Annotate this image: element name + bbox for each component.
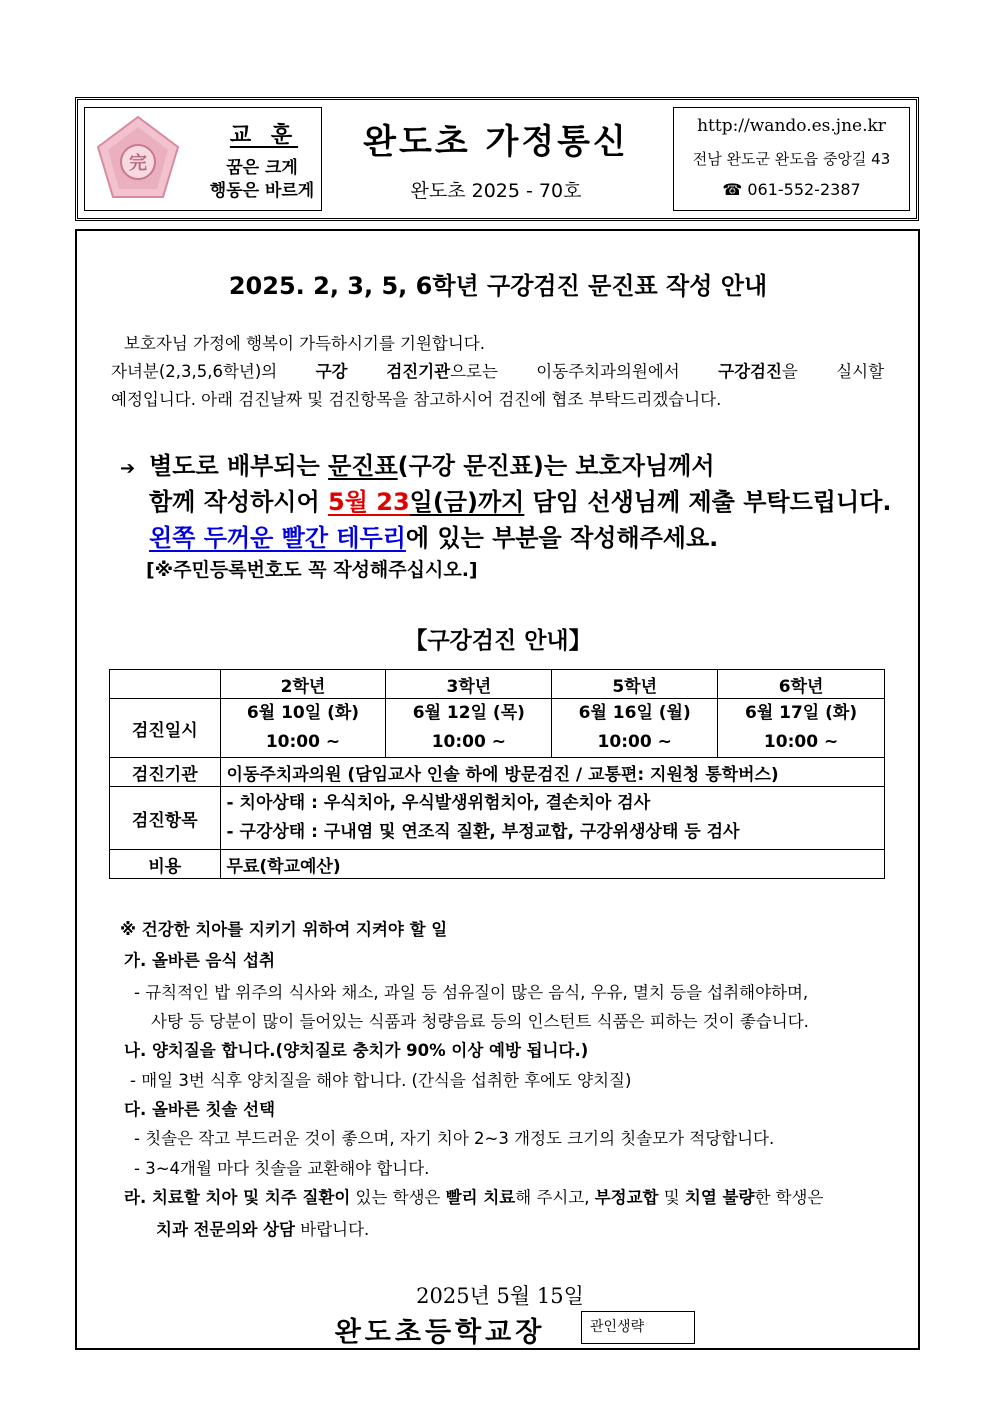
tip-ra-text: 있는 학생은 (350, 1188, 446, 1207)
notice-heading: 2025. 2, 3, 5, 6학년 구강검진 문진표 작성 안내 (228, 272, 768, 300)
principal-name: 완도초등학교장 (334, 1317, 546, 1348)
motto-title: 교 훈 (229, 123, 299, 148)
table-cell (110, 670, 221, 699)
notice-text: 으로는 이동주치과의원에서 (450, 362, 680, 381)
deadline-date: 5월 23 (328, 488, 410, 516)
emphasis-line-2 (149, 482, 891, 517)
emphasis-questionnaire: 문진표 (328, 452, 398, 480)
tip-ra-text: 해 주시고, (515, 1188, 595, 1207)
exam-time: 10:00 ~ (265, 732, 341, 752)
table-row (110, 850, 885, 879)
tip-heading-ga: 가. 올바른 음식 섭취 (124, 951, 276, 970)
exam-date: 6월 10일 (화) (246, 703, 360, 723)
exam-item: - 치아상태 : 우식치아, 우식발생위험치아, 결손치아 검사 (226, 793, 651, 813)
notice-text: 자녀분(2,3,5,6학년)의 (111, 362, 278, 381)
exam-date: 6월 17일 (화) (744, 703, 858, 723)
issue-date: 2025년 5월 15일 (416, 1284, 584, 1308)
school-address: 전남 완도군 완도읍 중앙길 43 (692, 150, 891, 168)
emphasis-text: 담임 선생님께 (524, 488, 689, 516)
tip-ra-text: 바랍니다. (295, 1220, 370, 1239)
svg-text:完: 完 (129, 153, 147, 174)
table-row (110, 699, 885, 758)
grade-header: 3학년 (386, 670, 552, 699)
tip-heading-da: 다. 올바른 칫솔 선택 (124, 1100, 276, 1119)
notice-paragraph-line1 (111, 358, 884, 382)
exam-item: - 구강상태 : 구내염 및 연조직 질환, 부정교합, 구강위생상태 등 검사 (226, 822, 740, 842)
greeting: 보호자님 가정에 행복이 가득하시기를 기원합니다. (124, 334, 485, 353)
tips-title: ※ 건강한 치아를 지키기 위하여 지켜야 할 일 (120, 920, 448, 939)
red-border-note: 왼쪽 두꺼운 빨간 테두리 (149, 524, 406, 552)
motto-line-1: 꿈은 크게 (226, 158, 298, 178)
tip-text: - 3~4개월 마다 칫솔을 교환해야 합니다. (134, 1159, 430, 1178)
tip-ra-prefix: 라. (124, 1188, 152, 1207)
row-label: 검진기관 (110, 758, 221, 787)
exam-table (109, 669, 885, 879)
tip-ra-bold: 부정교합 (594, 1188, 659, 1207)
row-label: 검진항목 (110, 787, 221, 850)
emphasis-text: 별도로 배부되는 (149, 452, 329, 480)
newsletter-title: 완도초 가정통신 (363, 122, 629, 162)
tip-text: - 규칙적인 밥 위주의 식사와 채소, 과일 등 섬유질이 많은 음식, 우유, 멸치 등을 섭취해야하며, (134, 983, 809, 1002)
exam-date-cell (552, 699, 718, 758)
emphasis-submit: 제출 부탁드립니다. (688, 488, 892, 516)
tip-text: - 매일 3번 식후 양치질을 해야 합니다. (간식을 섭취한 후에도 양치질) (130, 1071, 632, 1090)
arrow-icon: ➔ (120, 458, 136, 479)
exam-time: 10:00 ~ (597, 732, 672, 752)
exam-date-cell (386, 699, 552, 758)
table-row (110, 670, 885, 699)
school-phone: ☎ 061-552-2387 (722, 180, 861, 199)
table-row (110, 787, 885, 850)
emphasis-text: 함께 작성하시어 (149, 488, 328, 516)
tip-heading-na: 나. 양치질을 합니다.(양치질로 충치가 90% 이상 예방 됩니다.) (124, 1041, 589, 1060)
notice-bold-org: 구강 검진기관 (315, 362, 451, 381)
tip-ra-bold: 치료할 치아 및 치주 질환이 (151, 1188, 351, 1207)
grade-header: 6학년 (718, 670, 885, 699)
notice-bold-exam: 구강검진 (718, 362, 782, 381)
tip-ra-bold: 치과 전문의와 상담 (156, 1220, 296, 1239)
exam-time: 10:00 ~ (763, 732, 839, 752)
tip-text: 사탕 등 당분이 많이 들어있는 식품과 청량음료 등의 인스턴트 식품은 피하는 것이 좋습니다. (151, 1012, 809, 1031)
exam-date-cell (220, 699, 386, 758)
row-label: 검진일시 (110, 699, 221, 758)
school-url: http://wando.es.jne.kr (697, 116, 886, 136)
table-row (110, 758, 885, 787)
exam-date: 6월 16일 (월) (578, 703, 691, 723)
issue-number: 완도초 2025 - 70호 (410, 180, 582, 202)
school-emblem-icon (92, 113, 184, 205)
exam-date: 6월 12일 (목) (412, 703, 525, 723)
grade-header: 5학년 (552, 670, 718, 699)
motto-line-2: 행동은 바르게 (209, 181, 315, 201)
deadline-day: 일(금)까지 (409, 488, 525, 516)
tip-ra-text: 한 학생은 (754, 1188, 824, 1207)
exam-org: 이동주치과의원 (담임교사 인솔 하에 방문검진 / 교통편: 지원청 통학버스) (220, 758, 884, 787)
exam-time: 10:00 ~ (431, 732, 506, 752)
grade-header: 2학년 (220, 670, 386, 699)
emphasis-text: 에 있는 부분을 작성해주세요. (405, 524, 719, 552)
notice-text: 을 실시할 (781, 362, 885, 381)
row-label: 비용 (110, 850, 221, 879)
tip-ra-bold: 치열 불량 (684, 1188, 755, 1207)
resident-number-note: [※주민등록번호도 꼭 작성해주십시오.] (146, 559, 478, 581)
emphasis-line-1 (120, 446, 715, 481)
emphasis-text: (구강 문진표)는 보호자님께서 (397, 452, 715, 480)
exam-items-cell (220, 787, 884, 850)
tip-ra-bold: 빨리 치료 (445, 1188, 516, 1207)
notice-paragraph-line2: 예정입니다. 아래 검진날짜 및 검진항목을 참고하시어 검진에 협조 부탁드리겠습니다. (111, 390, 722, 409)
tip-heading-ra (124, 1184, 823, 1208)
tip-ra-line2 (156, 1216, 369, 1240)
exam-section-title: 【구강검진 안내】 (404, 628, 592, 654)
tip-ra-text: 및 (658, 1188, 685, 1207)
stamp-omitted-box: 관인생략 (581, 1311, 695, 1344)
emphasis-line-3 (149, 518, 718, 553)
exam-cost: 무료(학교예산) (220, 850, 884, 879)
tip-text: - 칫솔은 작고 부드러운 것이 좋으며, 자기 치아 2~3 개정도 크기의 칫솔모가 적당합니다. (134, 1129, 775, 1148)
exam-date-cell (718, 699, 885, 758)
